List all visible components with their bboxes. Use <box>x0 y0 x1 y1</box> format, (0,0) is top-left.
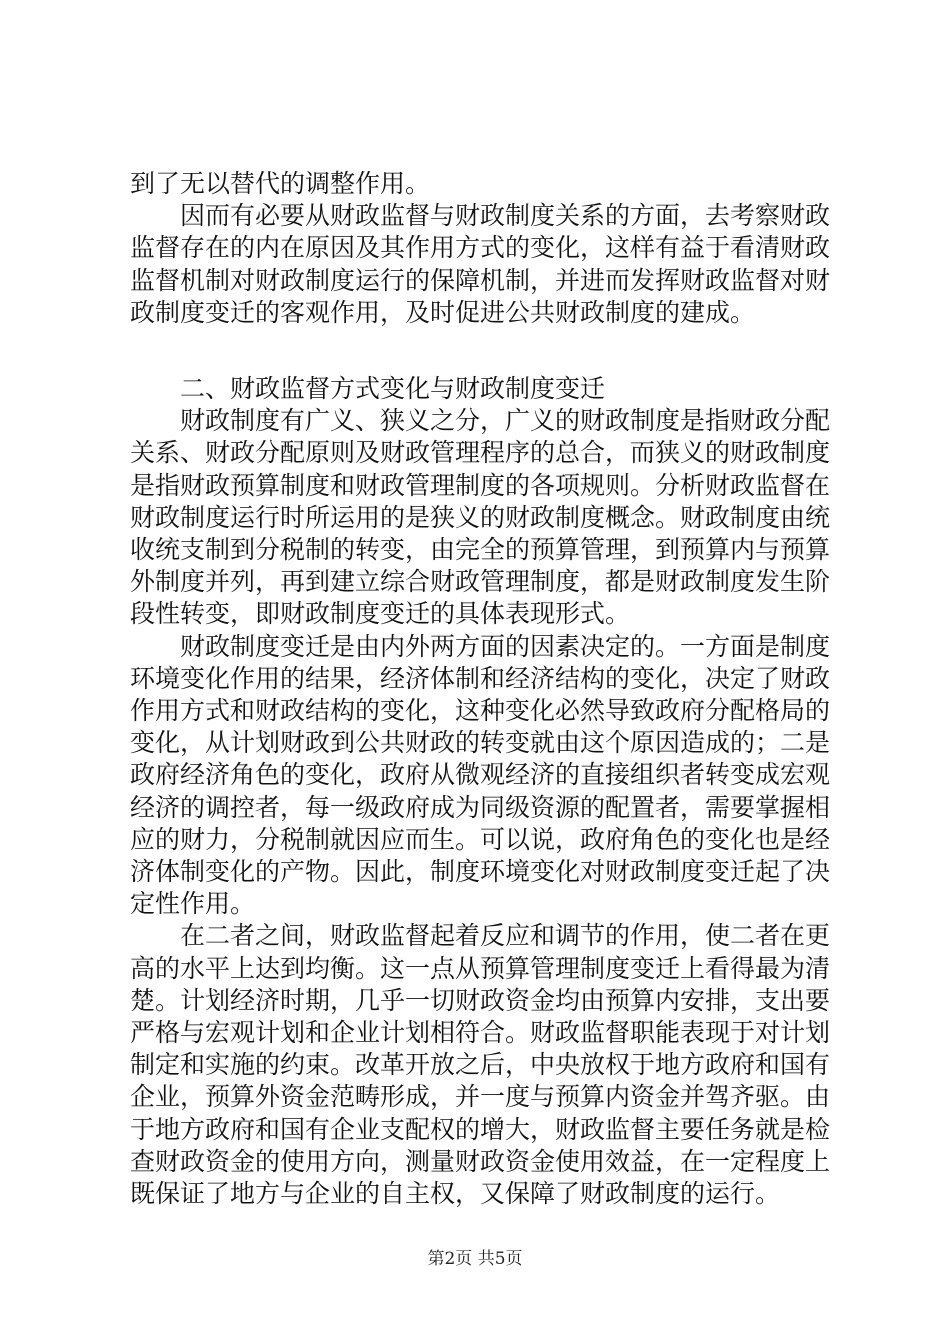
paragraph: 财政制度有广义、狭义之分，广义的财政制度是指财政分配关系、财政分配原则及财政管理程序的总合，而狭义的财政制度是指财政预算制度和财政管理制度的各项规则。分析财政监督在财政制度运行时所运用的是狭义的财政制度概念。财政制度由统收统支制到分税制的转变，由完全的预算管理，到预算内与预算外制度并列，再到建立综合财政管理制度，都是财政制度发生阶段性转变，即财政制度变迁的具体表现形式。 <box>130 406 831 629</box>
section-heading: 二、财政监督方式变化与财政制度变迁 <box>180 374 606 404</box>
paragraph-continued: 到了无以替代的调整作用。 <box>130 169 431 198</box>
document-body <box>130 168 830 1210</box>
paragraph: 因而有必要从财政监督与财政制度关系的方面，去考察财政监督存在的内在原因及其作用方式的变化，这样有益于看清财政监督机制对财政制度运行的保障机制，并进而发挥财政监督对财政制度变迁的客观作用，及时促进公共财政制度的建成。 <box>130 201 831 327</box>
paragraph: 财政制度变迁是由内外两方面的因素决定的。一方面是制度环境变化作用的结果，经济体制和经济结构的变化，决定了财政作用方式和财政结构的变化，这种变化必然导致政府分配格局的变化，从计划财政到公共财政的转变就由这个原因造成的；二是政府经济角色的变化，政府从微观经济的直接组织者转变成宏观经济的调控者，每一级政府成为同级资源的配置者，需要掌握相应的财力，分税制就因应而生。可以说，政府角色的变化也是经济体制变化的产物。因此，制度环境变化对财政制度变迁起了决定性作用。 <box>130 631 831 919</box>
page-number-footer: 第2页 共5页 <box>427 1249 523 1269</box>
paragraph: 在二者之间，财政监督起着反应和调节的作用，使二者在更高的水平上达到均衡。这一点从预算管理制度变迁上看得最为清楚。计划经济时期，几乎一切财政资金均由预算内安排，支出要严格与宏观计划和企业计划相符合。财政监督职能表现于对计划制定和实施的约束。改革开放之后，中央放权于地方政府和国有企业，预算外资金范畴形成，并一度与预算内资金并驾齐驱。由于地方政府和国有企业支配权的增大，财政监督主要任务就是检查财政资金的使用方向，测量财政资金使用效益，在一定程度上既保证了地方与企业的自主权，又保障了财政制度的运行。 <box>130 921 831 1209</box>
